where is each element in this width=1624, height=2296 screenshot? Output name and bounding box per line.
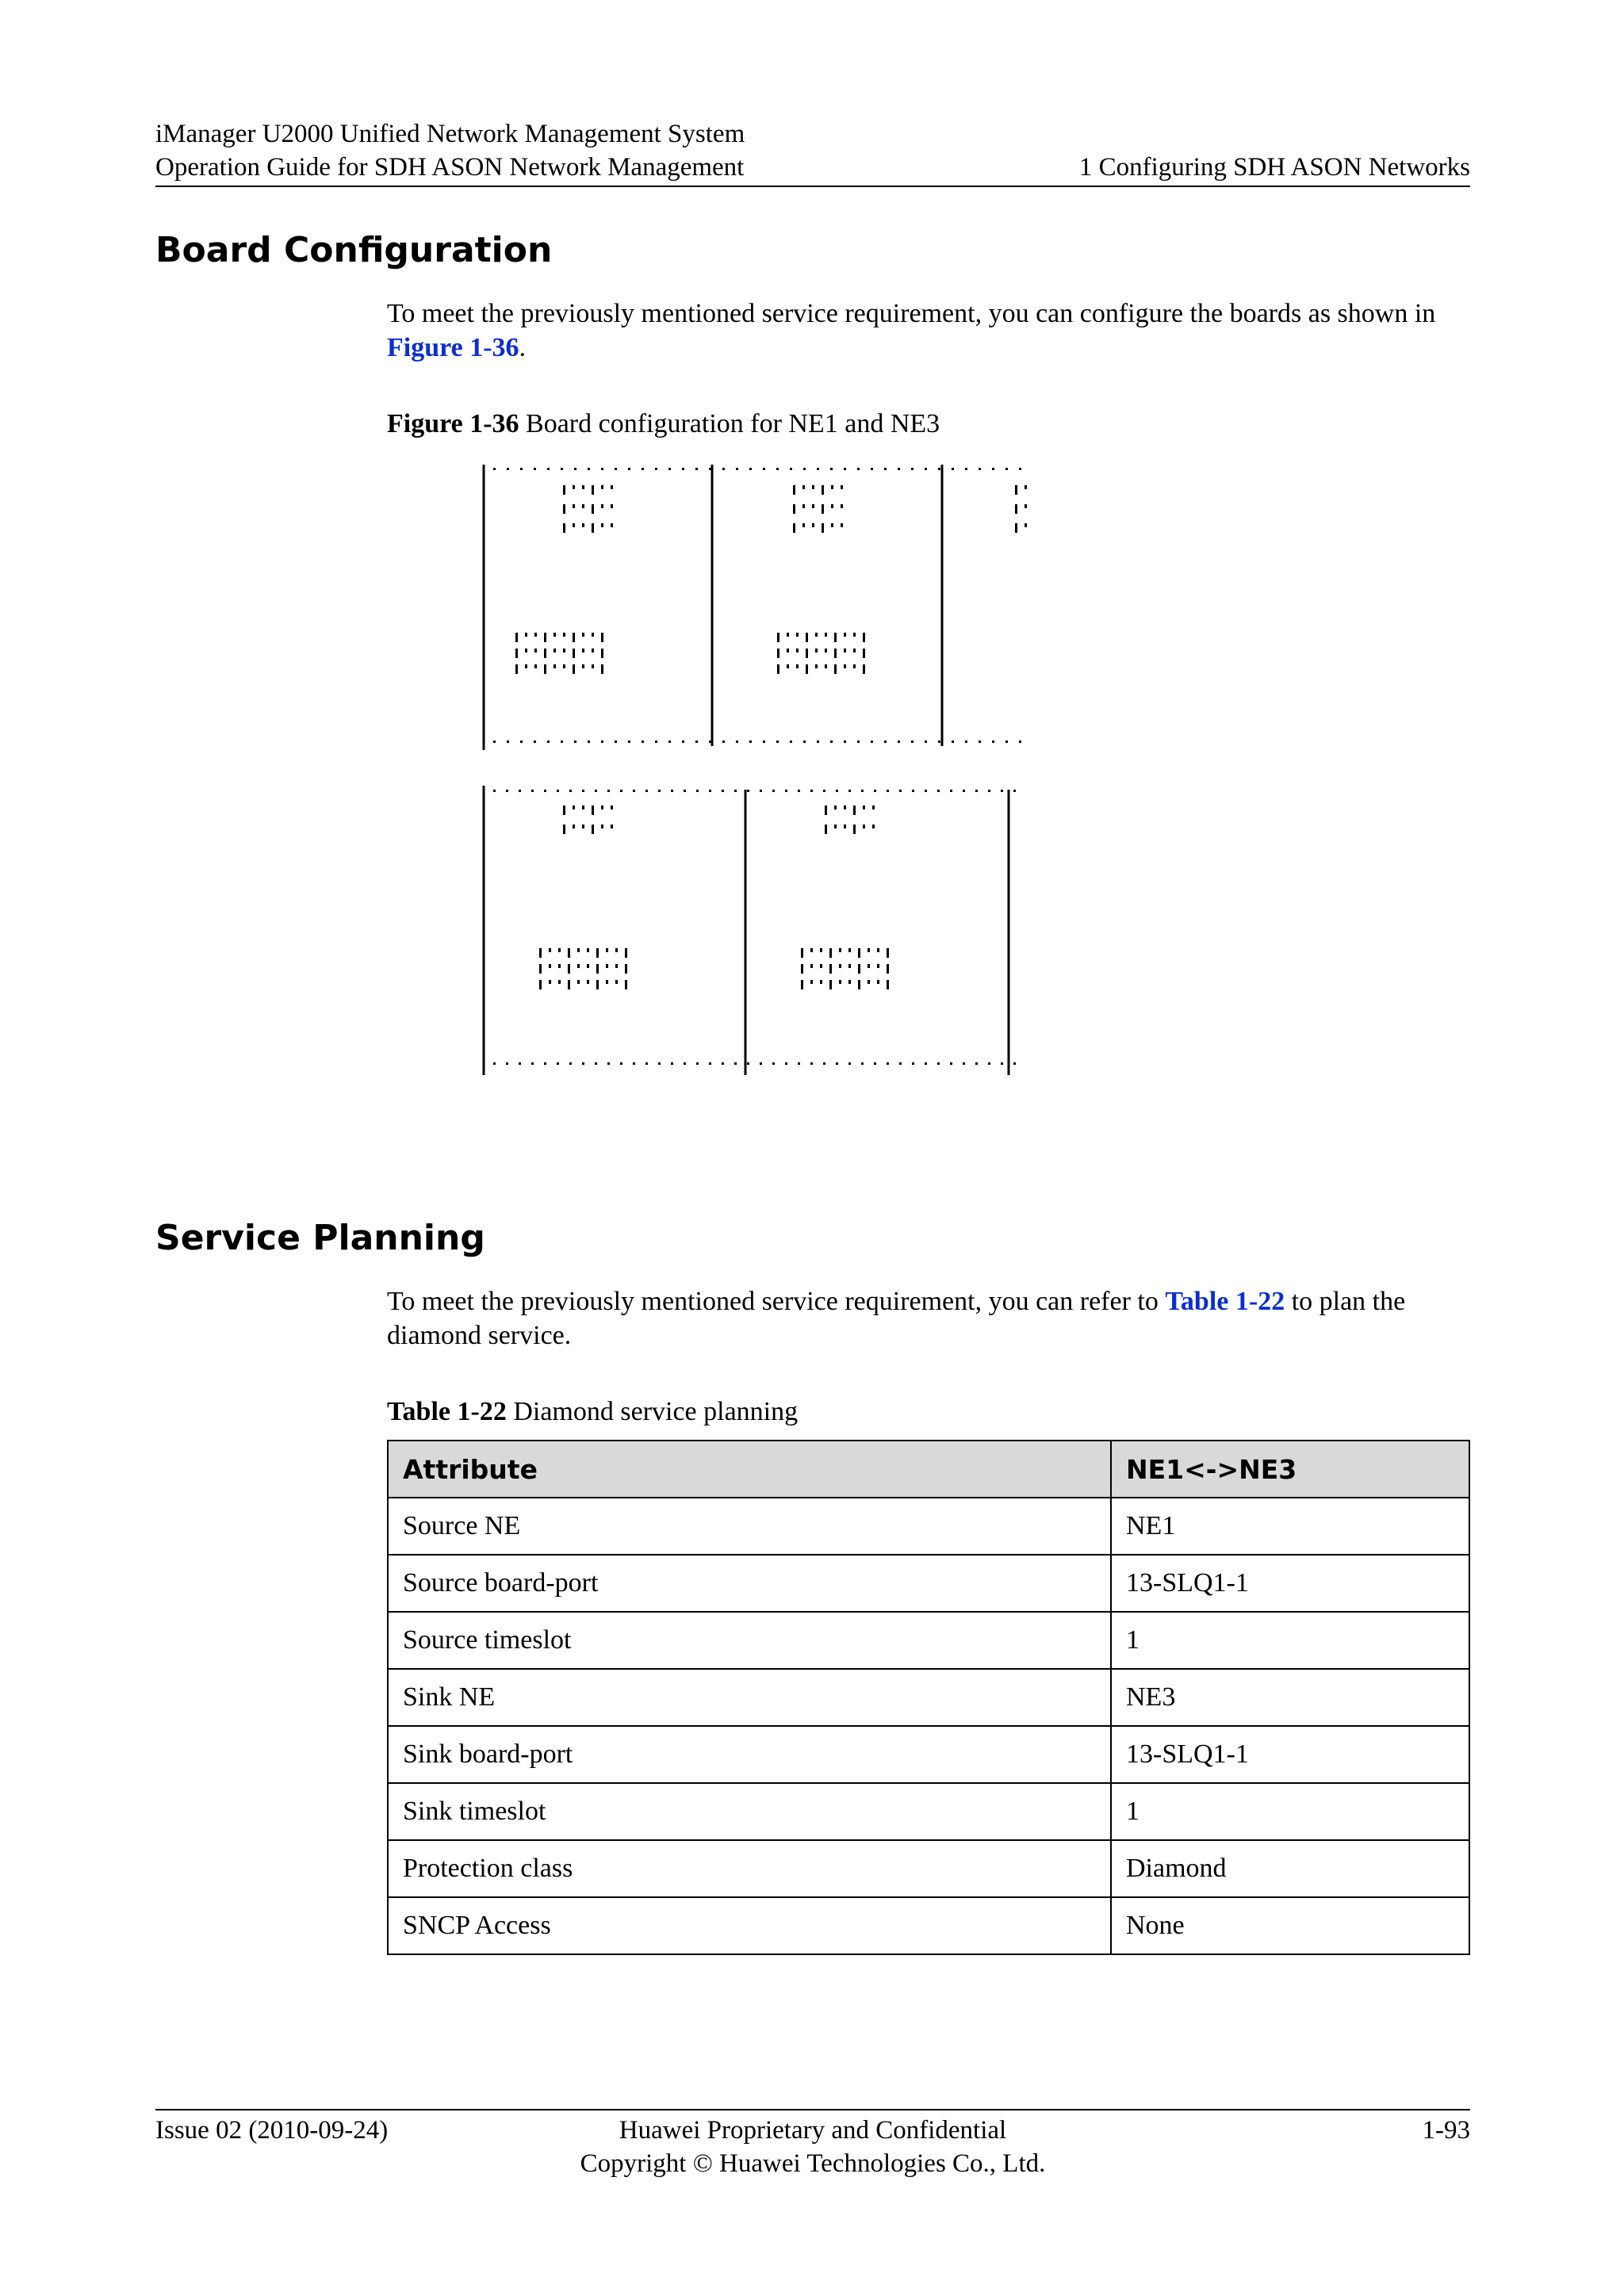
footer-page-number: 1-93 — [1422, 2116, 1470, 2145]
diamond-service-planning-table — [387, 1440, 1470, 1955]
page-footer — [155, 2109, 1470, 2180]
attribute-cell: Protection class — [388, 1840, 1111, 1897]
figure-caption: Figure 1-36 Board configuration for NE1 and NE3 — [387, 409, 940, 438]
table-row — [388, 1840, 1469, 1897]
table-row — [388, 1726, 1469, 1783]
value-cell: NE1 — [1111, 1498, 1469, 1555]
table-row — [388, 1555, 1469, 1612]
footer-issue: Issue 02 (2010-09-24) — [155, 2116, 389, 2145]
header-guide-title: Operation Guide for SDH ASON Network Management — [155, 153, 745, 182]
section-title-board-configuration: Board Configuration — [155, 230, 553, 270]
footer-proprietary: Huawei Proprietary and Confidential — [619, 2116, 1007, 2145]
value-cell: 13-SLQ1-1 — [1111, 1555, 1469, 1612]
attribute-cell: Sink timeslot — [388, 1783, 1111, 1840]
attribute-cell: Sink board-port — [388, 1726, 1111, 1783]
value-cell: 1 — [1111, 1612, 1469, 1669]
footer-copyright: Copyright © Huawei Technologies Co., Ltd. — [580, 2149, 1046, 2178]
attribute-cell: SNCP Access — [388, 1897, 1111, 1954]
table-row — [388, 1669, 1469, 1726]
table-row — [388, 1498, 1469, 1555]
column-header-ne1-ne3: NE1<->NE3 — [1111, 1441, 1469, 1498]
value-cell: Diamond — [1111, 1840, 1469, 1897]
column-header-attribute: Attribute — [388, 1441, 1111, 1498]
board-diagram — [476, 457, 1047, 1083]
board-configuration-figure — [476, 457, 1047, 1083]
table-caption: Table 1-22 Diamond service planning — [387, 1397, 799, 1426]
section-title-service-planning: Service Planning — [155, 1218, 485, 1258]
attribute-cell: Source NE — [388, 1498, 1111, 1555]
figure-link[interactable]: Figure 1-36 — [387, 333, 519, 362]
attribute-cell: Sink NE — [388, 1669, 1111, 1726]
service-planning-paragraph: To meet the previously mentioned service requirement, you can refer to Table 1-22 to plan the diamond service. — [387, 1287, 1406, 1350]
header-chapter: 1 Configuring SDH ASON Networks — [1078, 153, 1470, 182]
value-cell: 1 — [1111, 1783, 1469, 1840]
table-header-row — [388, 1441, 1469, 1498]
header-product: iManager U2000 Unified Network Management System — [155, 120, 745, 148]
value-cell: 13-SLQ1-1 — [1111, 1726, 1469, 1783]
attribute-cell: Source board-port — [388, 1555, 1111, 1612]
board-config-paragraph: To meet the previously mentioned service requirement, you can configure the boards as shown in Figure 1-36. — [387, 299, 1436, 362]
table-row — [388, 1897, 1469, 1954]
value-cell: NE3 — [1111, 1669, 1469, 1726]
attribute-cell: Source timeslot — [388, 1612, 1111, 1669]
table-row — [388, 1612, 1469, 1669]
value-cell: None — [1111, 1897, 1469, 1954]
table-link[interactable]: Table 1-22 — [1165, 1287, 1285, 1316]
page-header — [155, 117, 1470, 187]
table-row — [388, 1783, 1469, 1840]
